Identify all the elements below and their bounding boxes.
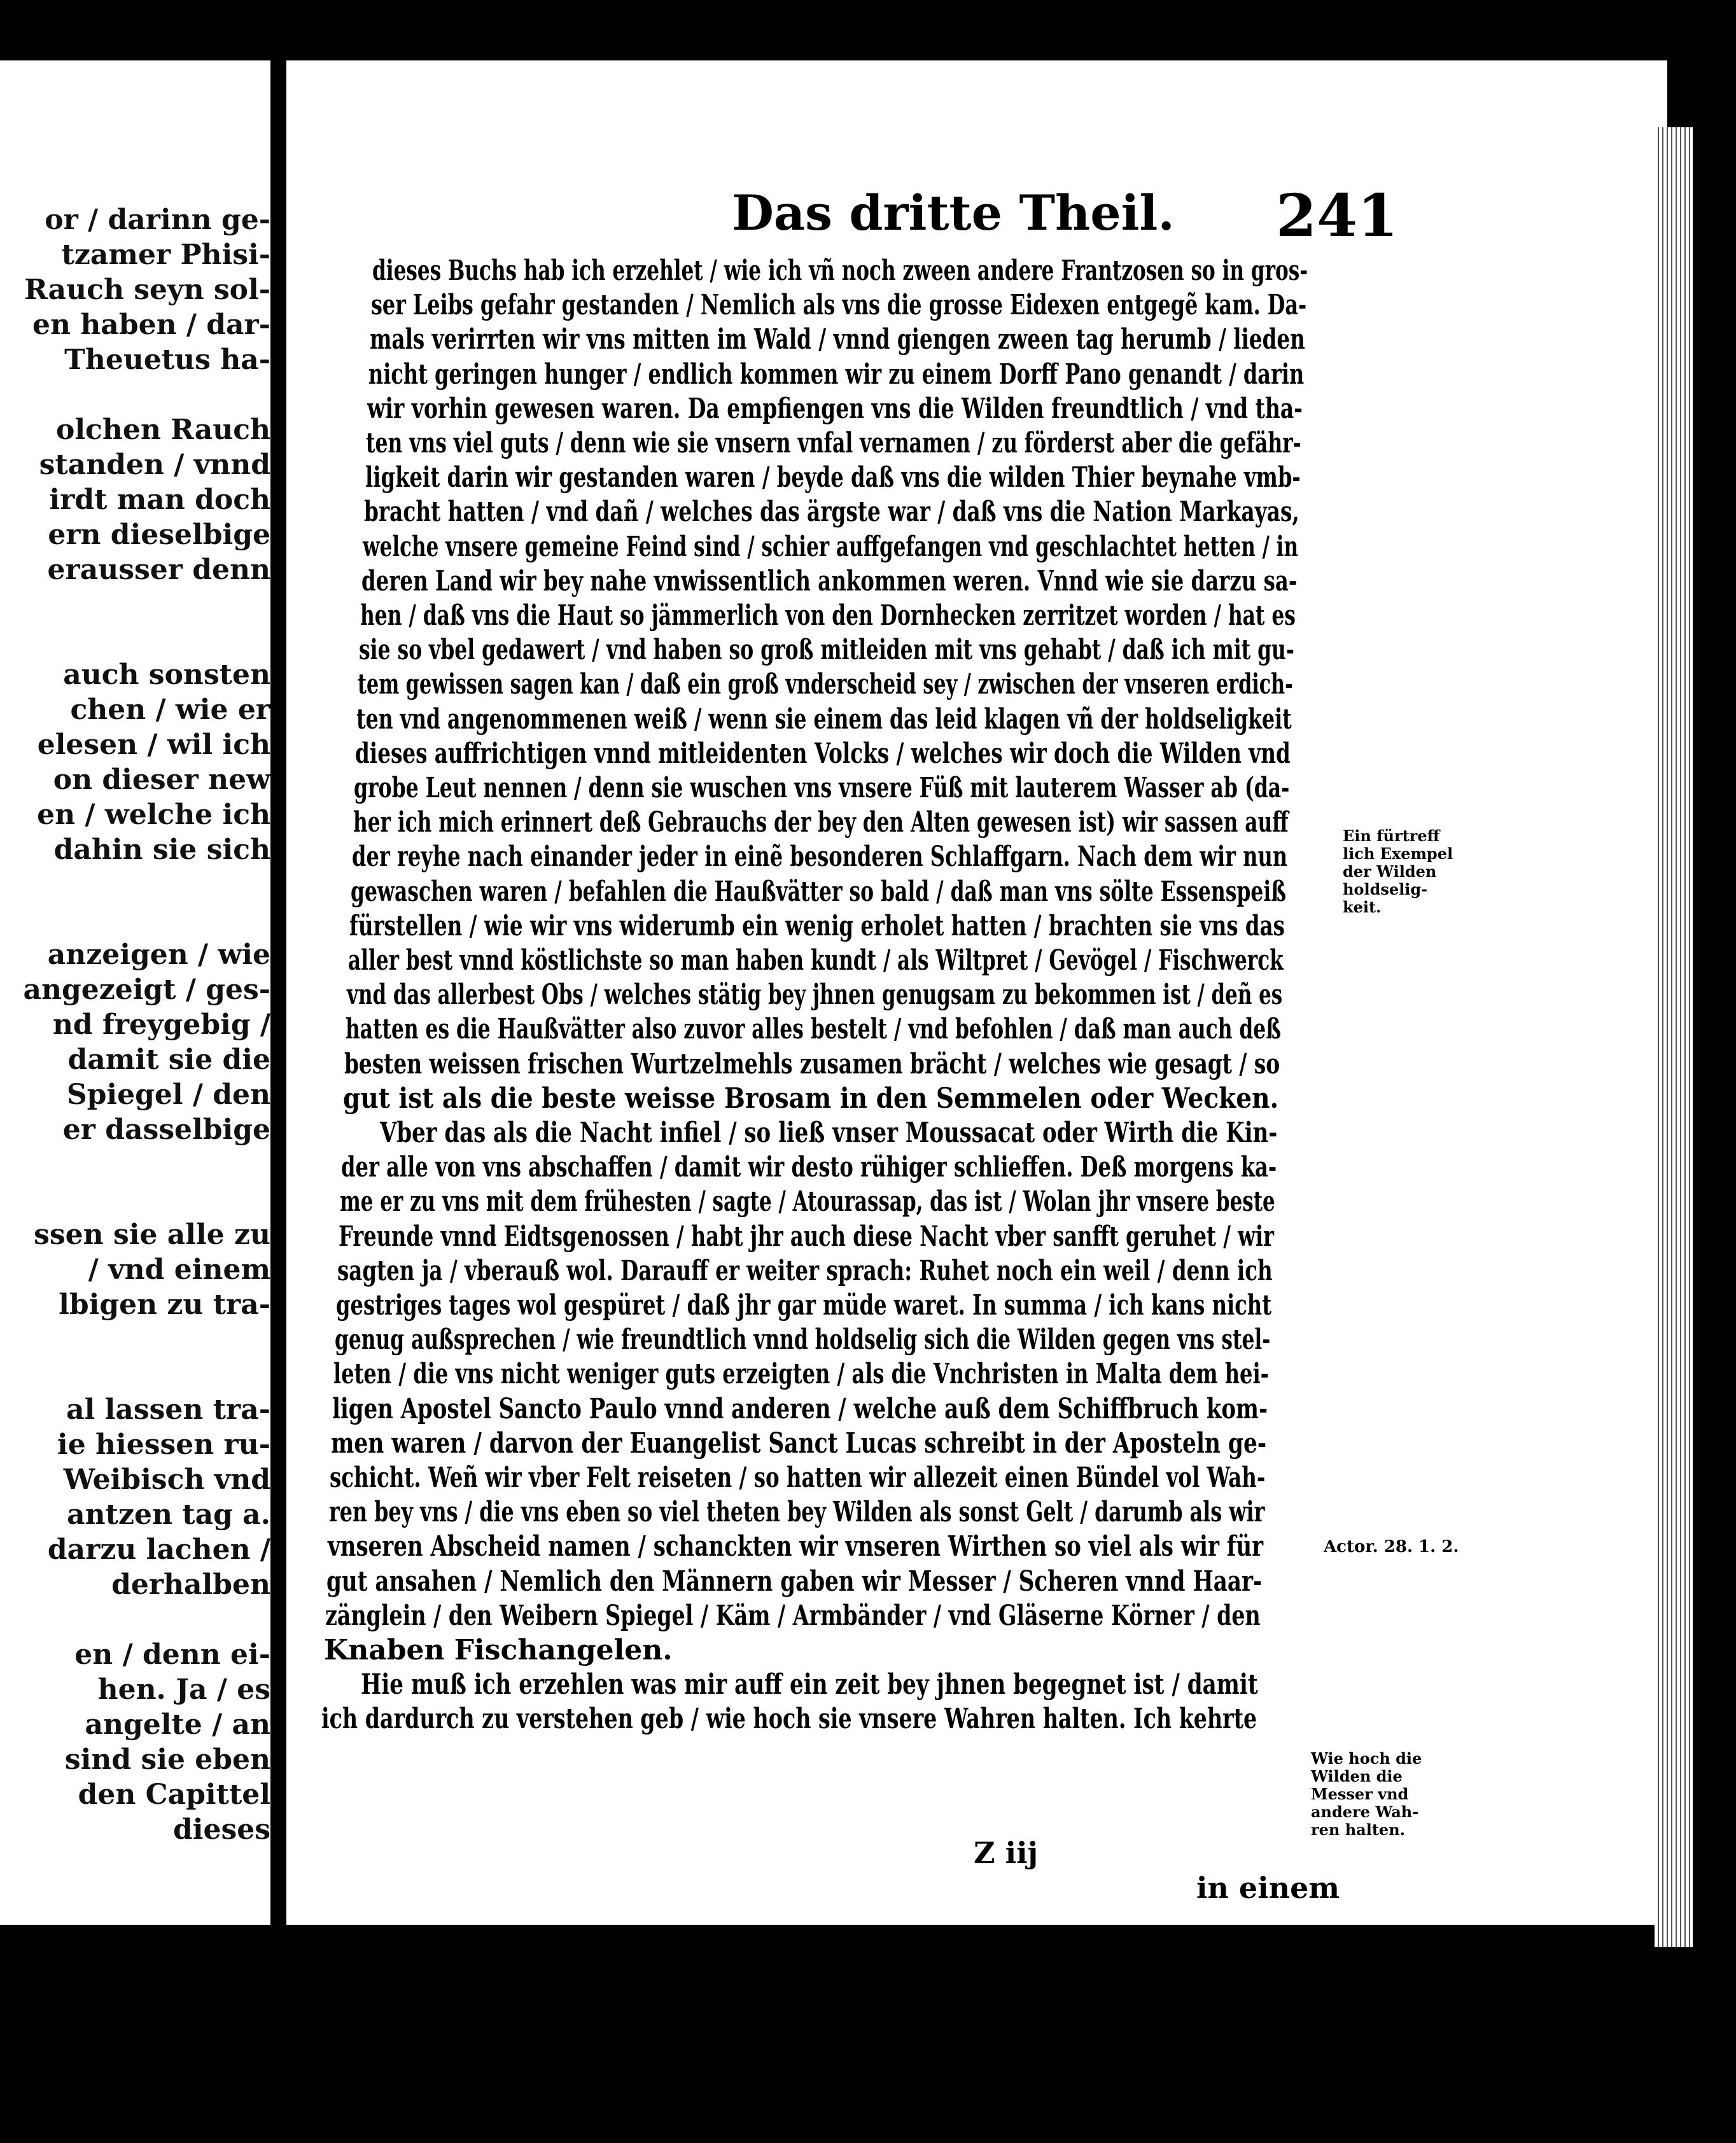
left-text-line: darzu lachen / [47, 1533, 270, 1566]
text-line: ser Leibs gefahr gestanden / Nemlich als vns die grosse Eidexen entgegẽ kam. Da- [371, 289, 1307, 322]
text-line: ligkeit darin wir gestanden waren / beyde daß vns die wilden Thier beynahe vmb- [365, 461, 1301, 494]
text-line: dieses auffrichtigen vnnd mitleidenten Volcks / welches wir doch die Wilden vnd [355, 737, 1291, 770]
left-text-line: Theuetus ha- [64, 344, 270, 376]
text-line: gewaschen waren / befahlen die Haußvätter so bald / daß man vns sölte Essenspeiß [351, 875, 1287, 908]
left-text-line: nd freygebig / [52, 1009, 270, 1041]
running-head: Das dritte Theil. [732, 185, 1175, 241]
text-line: grobe Leut nennen / denn sie wuschen vns vnsere Füß mit lauterem Wasser ab (da- [354, 772, 1290, 804]
text-line: ren bey vns / die vns eben so viel theten bey Wilden als sonst Gelt / darumb als wir [329, 1496, 1265, 1529]
left-text-line: anzeigen / wie [47, 939, 270, 971]
text-line: Knaben Fischangelen. [324, 1634, 673, 1666]
text-line: vnd das allerbest Obs / welches stätig bey jhnen genugsam zu bekommen ist / deñ es [347, 979, 1283, 1012]
left-text-line: lbigen zu tra- [59, 1288, 270, 1321]
right-page [286, 60, 1667, 1925]
left-text-line: on dieser new [53, 764, 270, 796]
left-text-line: al lassen tra- [66, 1393, 270, 1426]
left-text-line: en / welche ich [37, 799, 270, 831]
text-line: hen / daß vns die Haut so jämmerlich von den Dornhecken zerritzet worden / hat es [360, 599, 1296, 632]
text-line: fürstellen / wie wir vns widerumb ein wenig erholet hatten / brachten sie vns das [349, 909, 1285, 942]
text-line: gestriges tages wol gespüret / daß jhr gar müde waret. In summa / ich kans nicht [336, 1289, 1272, 1322]
left-text-line: sind sie eben [64, 1743, 270, 1776]
left-text-line: tzamer Phisi- [61, 239, 270, 271]
text-line: me er zu vns mit dem frühesten / sagte / Atourassap, das ist / Wolan jhr vnsere beste [340, 1185, 1275, 1218]
left-text-line: angelte / an [85, 1708, 270, 1741]
text-line: schicht. Weñ wir vber Felt reiseten / so hatten wir allezeit einen Bündel vol Wah- [330, 1462, 1266, 1494]
text-line: ich dardurch zu verstehen geb / wie hoch sie vnsere Wahren halten. Ich kehrte [321, 1703, 1257, 1736]
text-line: genug außsprechen / wie freundtlich vnnd holdselig sich die Wilden gegen vns stel- [335, 1323, 1271, 1357]
left-text-line: chen / wie er [70, 694, 270, 726]
text-line: dieses Buchs hab ich erzehlet / wie ich vñ noch zween andere Frantzosen so in gros- [372, 255, 1308, 287]
left-text-line: auch sonsten [63, 659, 270, 691]
page-edges [1655, 127, 1693, 1947]
text-line: men waren / darvon der Euangelist Sanct Lucas schreibt in der Aposteln ge- [331, 1427, 1267, 1460]
left-text-line: en / denn ei- [74, 1638, 270, 1671]
catchword: in einem [1196, 1871, 1340, 1905]
text-line: Hie muß ich erzehlen was mir auff ein zeit bey jhnen begegnet ist / damit [361, 1668, 1258, 1701]
left-text-line: hen. Ja / es [97, 1673, 270, 1706]
left-text-line: antzen tag a. [67, 1498, 270, 1531]
left-text-line: en haben / dar- [32, 309, 270, 341]
left-text-line: damit sie die [67, 1044, 270, 1076]
text-line: leten / die vns nicht weniger guts erzeigten / als die Vnchristen in Malta dem hei- [333, 1358, 1269, 1391]
left-text-line: erausser denn [47, 554, 270, 586]
text-line: her ich mich erinnert deß Gebrauchs der bey den Alten gewesen ist) wir sassen auff [353, 806, 1289, 839]
text-line: wir vorhin gewesen waren. Da empfiengen vns die Wilden freundtlich / vnd tha- [367, 392, 1303, 425]
left-text-line: irdt man doch [49, 484, 270, 516]
page-number: 241 [1276, 181, 1399, 250]
text-line: gut ist als die beste weisse Brosam in den Semmelen oder Wecken. [343, 1082, 1279, 1115]
left-text-line: or / darinn ge- [45, 204, 270, 236]
left-text-line: elesen / wil ich [37, 729, 270, 761]
left-text-line: Spiegel / den [66, 1078, 270, 1111]
left-text-line: dahin sie sich [53, 834, 270, 866]
text-line: sagten ja / vberauß wol. Darauff er weiter sprach: Ruhet noch ein weil / denn ich [337, 1254, 1273, 1287]
left-text-line: / vnd einem [88, 1253, 270, 1286]
left-text-line: Weibisch vnd [63, 1463, 270, 1496]
text-line: tem gewissen sagen kan / daß ein groß vnderscheid sey / zwischen der vnseren erdich- [358, 668, 1293, 701]
left-text-line: ssen sie alle zu [34, 1218, 270, 1251]
text-line: aller best vnnd köstlichste so man haben kundt / als Wiltpret / Gevögel / Fischwerck [348, 944, 1284, 977]
text-line: zänglein / den Weibern Spiegel / Käm / Armbänder / vnd Gläserne Körner / den [325, 1599, 1261, 1632]
text-line: ligen Apostel Sancto Paulo vnnd anderen / welche auß dem Schiffbruch kom- [332, 1392, 1268, 1425]
text-line: der reyhe nach einander jeder in einẽ besonderen Schlaffgarn. Nach dem wir nun [352, 841, 1288, 874]
marginal-note: Wie hoch die Wilden die Messer vnd andere Wah- ren halten. [1311, 1749, 1422, 1839]
left-page [0, 60, 270, 1925]
text-line: Freunde vnnd Eidtsgenossen / habt jhr auch diese Nacht vber sanfft geruhet / wir [339, 1220, 1274, 1253]
text-line: nicht geringen hunger / endlich kommen wir zu einem Dorff Pano genandt / darin [368, 358, 1305, 391]
text-line: der alle von vns abschaffen / damit wir desto rühiger schlieffen. Deß morgens ka- [341, 1151, 1277, 1184]
text-line: vnseren Abscheid namen / schanckten wir vnseren Wirthen so viel als wir für [328, 1530, 1264, 1563]
left-text-line: derhalben [111, 1568, 270, 1601]
left-text-line: olchen Rauch [55, 414, 270, 446]
left-text-line: ie hiessen ru- [57, 1428, 270, 1461]
left-text-line: standen / vnnd [39, 449, 270, 481]
text-line: mals verirrten wir vns mitten im Wald / vnnd giengen zween tag herumb / lieden [370, 323, 1305, 356]
text-line: besten weissen frischen Wurtzelmehls zusamen brächt / welches wie gesagt / so [344, 1047, 1280, 1080]
text-line: bracht hatten / vnd dañ / welches das ärgste war / daß vns die Nation Markayas, [364, 496, 1299, 529]
marginal-note: Actor. 28. 1. 2. [1324, 1537, 1459, 1556]
text-line: sie so vbel gedawert / vnd haben so groß mitleiden mit vns gehabt / daß ich mit gu- [359, 634, 1294, 667]
left-text-line: den Capittel [78, 1778, 270, 1811]
text-line: gut ansahen / Nemlich den Männern gaben wir Messer / Scheren vnnd Haar- [326, 1565, 1263, 1598]
text-line: hatten es die Haußvätter also zuvor alles bestelt / vnd befohlen / daß man auch deß [346, 1013, 1281, 1046]
text-line: ten vnd angenommenen weiß / wenn sie einem das leid klagen vñ der holdseligkeit [356, 702, 1292, 736]
left-text-line: ern dieselbige [48, 519, 270, 551]
text-line: welche vnsere gemeine Feind sind / schier auffgefangen vnd geschlachtet hetten / in [363, 530, 1298, 563]
marginal-note: Ein fürtreff lich Exempel der Wilden holdselig- keit. [1343, 827, 1453, 916]
text-line: deren Land wir bey nahe vnwissentlich ankommen weren. Vnnd wie sie darzu sa- [361, 564, 1298, 597]
left-text-line: er dasselbige [62, 1113, 270, 1146]
body-text [286, 60, 1667, 1925]
left-text-line: Rauch seyn sol- [24, 274, 270, 306]
left-text-line: dieses [172, 1813, 270, 1846]
text-line: Vber das als die Nacht infiel / so ließ vnser Moussacat oder Wirth die Kin- [380, 1117, 1278, 1149]
left-text-line: angezeigt / ges- [23, 974, 270, 1006]
text-line: ten vns viel guts / denn wie sie vnsern vnfal vernamen / zu förderst aber die gefähr- [366, 427, 1301, 459]
signature-mark: Z iij [974, 1836, 1039, 1870]
